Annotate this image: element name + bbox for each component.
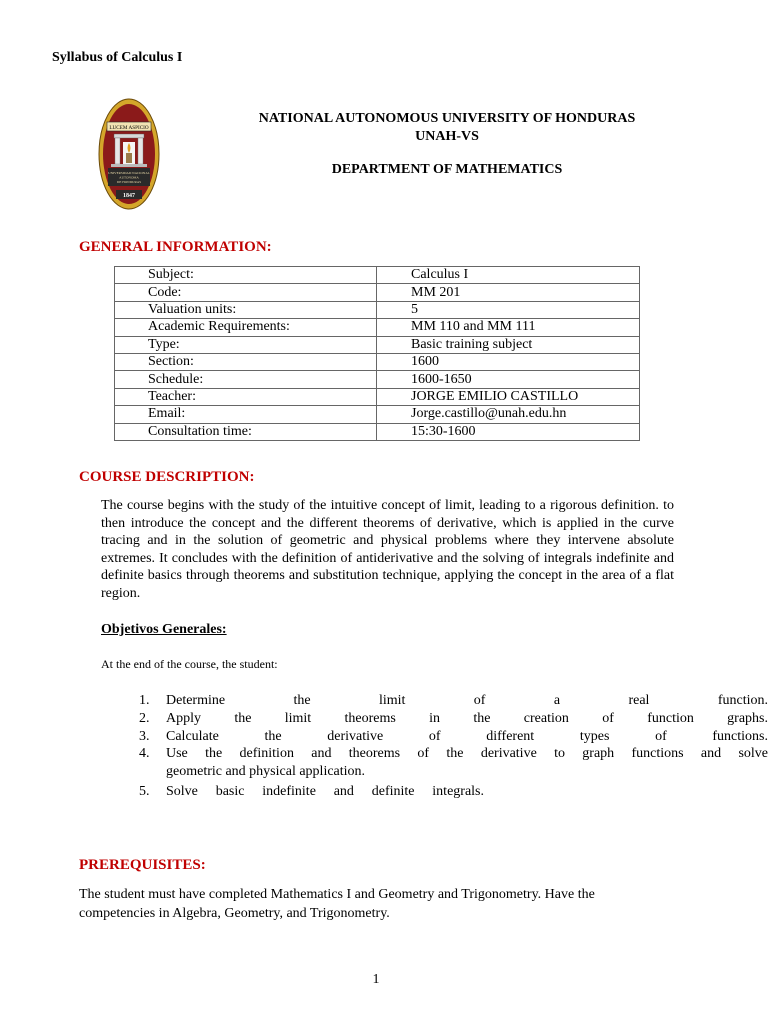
list-item [139, 692, 768, 710]
general-information-heading: GENERAL INFORMATION: [79, 239, 272, 255]
field-label: Subject: [115, 267, 377, 284]
table-row [115, 371, 640, 388]
field-label: Teacher: [115, 388, 377, 405]
general-information-table [114, 266, 640, 441]
svg-text:UNIVERSIDAD NACIONAL: UNIVERSIDAD NACIONAL [108, 171, 150, 175]
table-row [115, 336, 640, 353]
field-value: 1600-1650 [377, 371, 640, 388]
field-value: MM 201 [377, 284, 640, 301]
document-header: Syllabus of Calculus I [52, 50, 183, 65]
list-item-text: Apply the limit theorems in the creation of function graphs. [166, 710, 768, 726]
table-row [115, 423, 640, 440]
list-item-number: 2. [139, 710, 150, 726]
table-row [115, 388, 640, 405]
course-description-text: The course begins with the study of the intuitive concept of limit, leading to a rigorous definition. to then introduce the concept and the different theorems of derivative, which is applied in the curve tracing and in the solution of geometric and physical problems where they intervene absolute extremes. It concludes with the definition of antiderivative and the solving of integrals indefinite and definite basics through theorems and substitution technique, applying the concept in the area of a flat region. [101, 498, 674, 601]
list-item-number: 4. [139, 746, 150, 762]
list-item-text: Determine the limit of a real function. [166, 693, 768, 708]
field-label: Academic Requirements: [115, 319, 377, 336]
university-campus: UNAH-VS [415, 129, 479, 144]
table-row [115, 406, 640, 423]
field-label: Type: [115, 336, 377, 353]
table-row [115, 319, 640, 336]
page-number: 1 [372, 972, 380, 987]
table-row [115, 353, 640, 370]
list-item [139, 728, 768, 746]
list-item-text-continued: geometric and physical application. [166, 764, 366, 780]
objectives-list [139, 692, 768, 801]
list-item-text: Use the definition and theorems of the derivative to graph functions and solve [166, 746, 768, 762]
email-value: Jorge.castillo@unah.edu.hn [377, 406, 640, 423]
prerequisites-heading: PREREQUISITES: [79, 857, 206, 873]
field-value: MM 110 and MM 111 [377, 319, 640, 336]
field-label: Valuation units: [115, 301, 377, 318]
field-label: Email: [115, 406, 377, 423]
course-description-heading: COURSE DESCRIPTION: [79, 469, 255, 485]
list-item [139, 783, 768, 801]
field-label: Schedule: [115, 371, 377, 388]
svg-text:DE HONDURAS: DE HONDURAS [116, 180, 142, 184]
objectives-intro: At the end of the course, the student: [101, 657, 278, 671]
table-row [115, 301, 640, 318]
field-value: 5 [377, 301, 640, 318]
list-item-text: Solve basic indefinite and definite integrals. [166, 783, 484, 799]
field-label: Code: [115, 284, 377, 301]
list-item-number: 1. [139, 693, 150, 708]
field-label: Consultation time: [115, 423, 377, 440]
list-item-text: Calculate the derivative of different types of functions. [166, 728, 768, 744]
prerequisites-text: The student must have completed Mathematics I and Geometry and Trigonometry. Have the competencies in Algebra, Geometry, and Trigonometry. [79, 887, 595, 921]
table-row [115, 284, 640, 301]
field-value: Basic training subject [377, 336, 640, 353]
svg-text:LUCEM ASPICIO: LUCEM ASPICIO [109, 125, 149, 131]
list-item-number: 5. [139, 783, 150, 799]
objectives-heading: Objetivos Generales: [101, 622, 227, 637]
field-value: 1600 [377, 353, 640, 370]
university-name: NATIONAL AUTONOMOUS UNIVERSITY OF HONDURAS [258, 111, 636, 126]
field-label: Section: [115, 353, 377, 370]
table-row [115, 267, 640, 284]
field-value: Calculus I [377, 267, 640, 284]
list-item [139, 745, 768, 781]
svg-text:AUTONOMA: AUTONOMA [119, 175, 139, 180]
list-item-number: 3. [139, 728, 150, 744]
field-value: JORGE EMILIO CASTILLO [377, 388, 640, 405]
field-value: 15:30-1600 [377, 423, 640, 440]
svg-text:1847: 1847 [123, 193, 135, 199]
list-item [139, 710, 768, 728]
department-name: DEPARTMENT OF MATHEMATICS [331, 162, 563, 177]
university-seal-logo [98, 98, 160, 210]
